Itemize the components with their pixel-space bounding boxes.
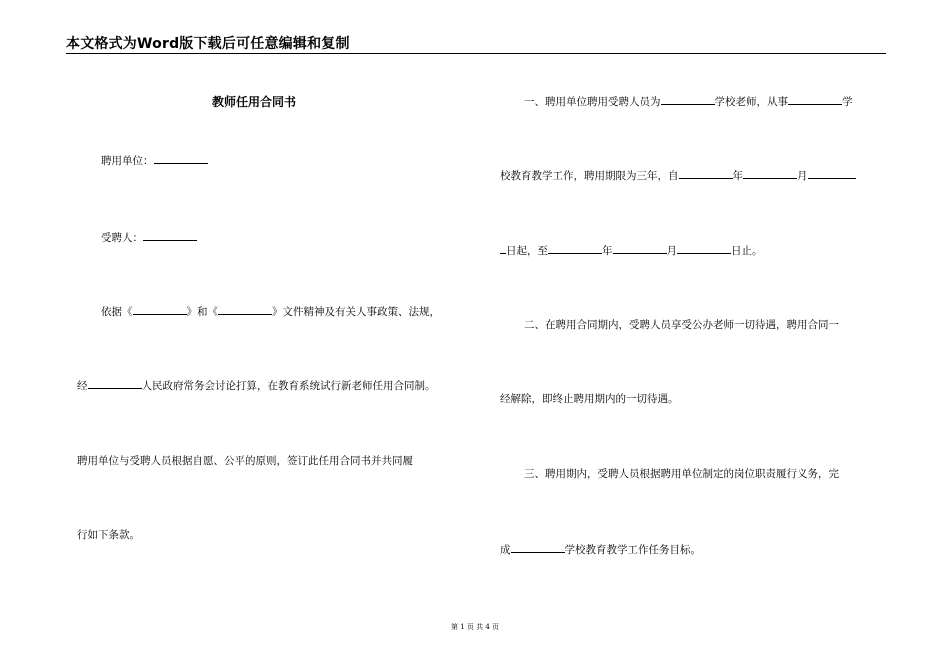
- clause-text: 年: [732, 170, 743, 182]
- basis-paragraph-line2: [77, 378, 436, 393]
- start-month-blank: [743, 168, 797, 179]
- parties-paragraph-line1: 聘用单位与受聘人员根据自愿、公平的原则，签订此任用合同书并共同履: [77, 455, 413, 467]
- clause-text: 年: [602, 245, 613, 257]
- basis-text: 》文件精神及有关人事政策、法规，: [272, 306, 440, 318]
- document-header-title: 本文格式为Word版下载后可任意编辑和复制: [66, 36, 350, 52]
- contract-title: 教师任用合同书: [212, 95, 297, 109]
- basis-doc2-blank: [218, 304, 272, 315]
- employee-blank: [143, 230, 197, 241]
- subject-blank: [788, 94, 842, 105]
- school-target-blank: [511, 542, 565, 553]
- start-year-blank: [679, 168, 733, 179]
- clause-text: 学: [842, 96, 853, 108]
- end-month-blank: [613, 243, 667, 254]
- clause2-line1: 二、在聘用合同期内，受聘人员享受公办老师一切待遇，聘用合同一: [524, 319, 839, 331]
- basis-text: 依据《: [101, 306, 133, 318]
- employer-line: [101, 153, 208, 168]
- employee-line: [101, 230, 197, 245]
- school-blank: [661, 94, 715, 105]
- clause-text: 日起，至: [506, 245, 548, 257]
- basis-text: 》和《: [186, 306, 218, 318]
- clause-text: 一、聘用单位聘用受聘人员为: [524, 96, 661, 108]
- clause-text: 月: [797, 170, 808, 182]
- clause-text: 学校教育教学工作任务目标。: [564, 544, 701, 556]
- header-divider: [66, 53, 886, 54]
- basis-paragraph-line1: [101, 304, 440, 319]
- clause2-line2: 经解除，即终止聘用期内的一切待遇。: [500, 393, 679, 405]
- end-day-blank: [677, 243, 731, 254]
- basis-text: 经: [77, 380, 88, 392]
- end-year-blank: [548, 243, 602, 254]
- employee-label: 受聘人：: [101, 232, 143, 244]
- clause3-line2: [500, 542, 701, 557]
- employer-blank: [154, 153, 208, 164]
- clause-text: 月: [666, 245, 677, 257]
- clause-text: 成: [500, 544, 511, 556]
- clause-text: 学校老师，从事: [714, 96, 788, 108]
- clause-text: 校教育教学工作，聘用期限为三年，自: [500, 170, 679, 182]
- clause3-line1: 三、聘用期内，受聘人员根据聘用单位制定的岗位职责履行义务，完: [524, 468, 839, 480]
- start-day-blank: [808, 168, 856, 179]
- clause-text: 日止。: [731, 245, 763, 257]
- government-blank: [88, 378, 142, 389]
- clause1-line1: [524, 94, 853, 109]
- employer-label: 聘用单位：: [101, 155, 154, 167]
- parties-paragraph-line2: 行如下条款。: [77, 529, 140, 541]
- clause1-line2: [500, 168, 856, 183]
- clause1-line3: [500, 243, 763, 258]
- page-number: 第 1 页 共 4 页: [450, 623, 500, 631]
- basis-text: 人民政府常务会讨论打算，在教育系统试行新老师任用合同制。: [141, 380, 436, 392]
- basis-doc1-blank: [133, 304, 187, 315]
